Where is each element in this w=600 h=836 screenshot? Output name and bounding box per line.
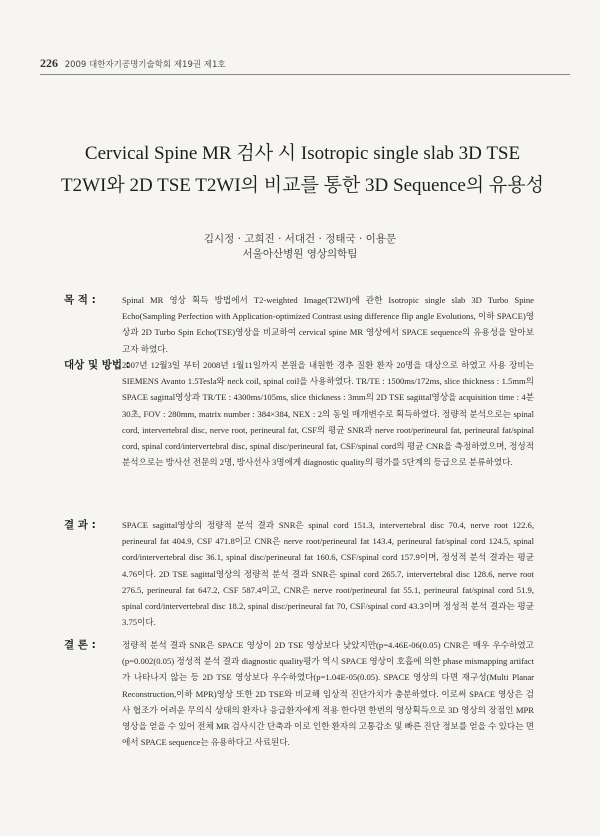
conclusion-text: 정량적 분석 결과 SNR은 SPACE 영상이 2D TSE 영상보다 낮았지만(p=4.46E-06(0.05) CNR은 매우 우수하였고(p=0.002(0.05) 정성적 분석 결과 diagnostic quality평가 역시 SPACE 영상이 호흡에 의한 phase mismapping artifact가 나타나지 않는 등 2D TSE 영상보다 우수하였다(p=1.04E-05(0.05). SPACE 영상의 다면 재구성(Multi Planar Reconstruction,이하 MPR)영상 또한 2D TSE와 비교해 임상적 진단가치가 충분하였다. 이로써 SPACE 영상은 검사 협조가 어려운 무의식 상태의 환자나 응급환자에게 적용 한다면 한번의 영상획득으로 3D 영상의 장점인 MPR영상을 얻을 수 있어 전체 MR 검사시간 단축과 이로 인한 환자의 고통감소 및 빠른 진단 정보를 얻을 수 있다는 면에서 SPACE sequence는 유용하다고 사료된다. [122,640,534,748]
journal-name: 2009 대한자기공명기술학회 제19권 제1호 [64,60,226,70]
author-names: 김시정 · 고희진 · 서대건 · 정태국 · 이용문 [203,233,397,245]
results-text: SPACE sagittal영상의 정량적 분석 결과 SNR은 spinal cord 151.3, intervertebral disc 70.4, nerve root 122.6, perineural fat 404.9, CSF 471.8이고 CNR은 nerve root/perineural fat 143.4, perineural fat/spinal cord 124.5, spinal cord/intervertebral disc 36.1, spinal disc/perineural fat 160.6, CSF/spinal cord 157.9이며, 정성적 분석 결과는 평균 4.76이다. 2D TSE sagittal영상의 정량적 분석 결과 SNR은 spinal cord 265.7, intervertebral disc 128.6, nerve root 276.5, perineural fat 647.2, CSF 587.4이고, CNR은 nerve root/perineural fat 55.1, perineural fat/spinal cord 51.9, spinal cord/intervertebral disc 18.2, spinal disc/perineural fat 70, CSF/spinal cord 43.3이며 정성적 분석 결과는 평균 3.75이다. [122,520,534,628]
methods-section [64,357,534,470]
methods-label: 대상 및 방법 : [64,359,130,371]
author-block [150,232,450,262]
methods-text: 2007년 12월3일 부터 2008년 1월11일까지 본원을 내원한 경추 질환 환자 20명을 대상으로 하였고 사용 장비는 SIEMENS Avanto 1.5Tesla와 neck coil, spinal coil을 사용하였다. TR/TE : 1500ms/172ms, slice thickness : 1.5mm의 SPACE sagittal영상과 TR/TE : 4300ms/105ms, slice thickness : 3mm의 2D TSE sagittal영상을 acquisition time : 4분 30초, FOV : 280mm, matrix number : 384×384, NEX : 2의 동일 매개변수로 획득하였다. 정량적 분석으로는 spinal cord, intervertebral disc, nerve root, perineural fat, CSF의 평균 SNR과 nerve root/perineural fat, perineural fat/spinal cord, spinal cord/intervertebral disc, spinal disc/perineural fat, CSF/spinal cord의 평균 CNR을 측정하였으며, 정성적 분석으로는 방사선 전문의 2명, 방사선사 3명에게 diagnostic quality의 평가를 5단계의 등급으로 분류하였다. [122,360,534,468]
conclusion-section [64,637,534,750]
objective-section [64,292,534,357]
author-affiliation: 서울아산병원 영상의학팀 [242,248,358,260]
paper-title [40,138,565,202]
objective-text: Spinal MR 영상 획득 방법에서 T2-weighted Image(T2WI)에 관한 Isotropic single slab 3D Turbo Spine Echo(Sampling Perfection with Application-optimized Contrast using difference flip angle Evolutions, 이하 SPACE)영상과 2D Turbo Spin Echo(TSE)영상을 비교하여 cervical spine MR 영상에서 SPACE sequence의 유용성을 알아보고자 하였다. [122,295,534,354]
page-number: 226 [40,56,58,70]
results-section [64,517,534,630]
results-label: 결 과 : [64,519,96,531]
title-line-2: T2WI와 2D TSE T2WI의 비교를 통한 3D Sequence의 유용성 [61,175,544,196]
running-header [40,56,570,75]
objective-label: 목 적 : [64,294,96,306]
conclusion-label: 결 론 : [64,639,96,651]
title-line-1: Cervical Spine MR 검사 시 Isotropic single slab 3D TSE [84,143,521,164]
